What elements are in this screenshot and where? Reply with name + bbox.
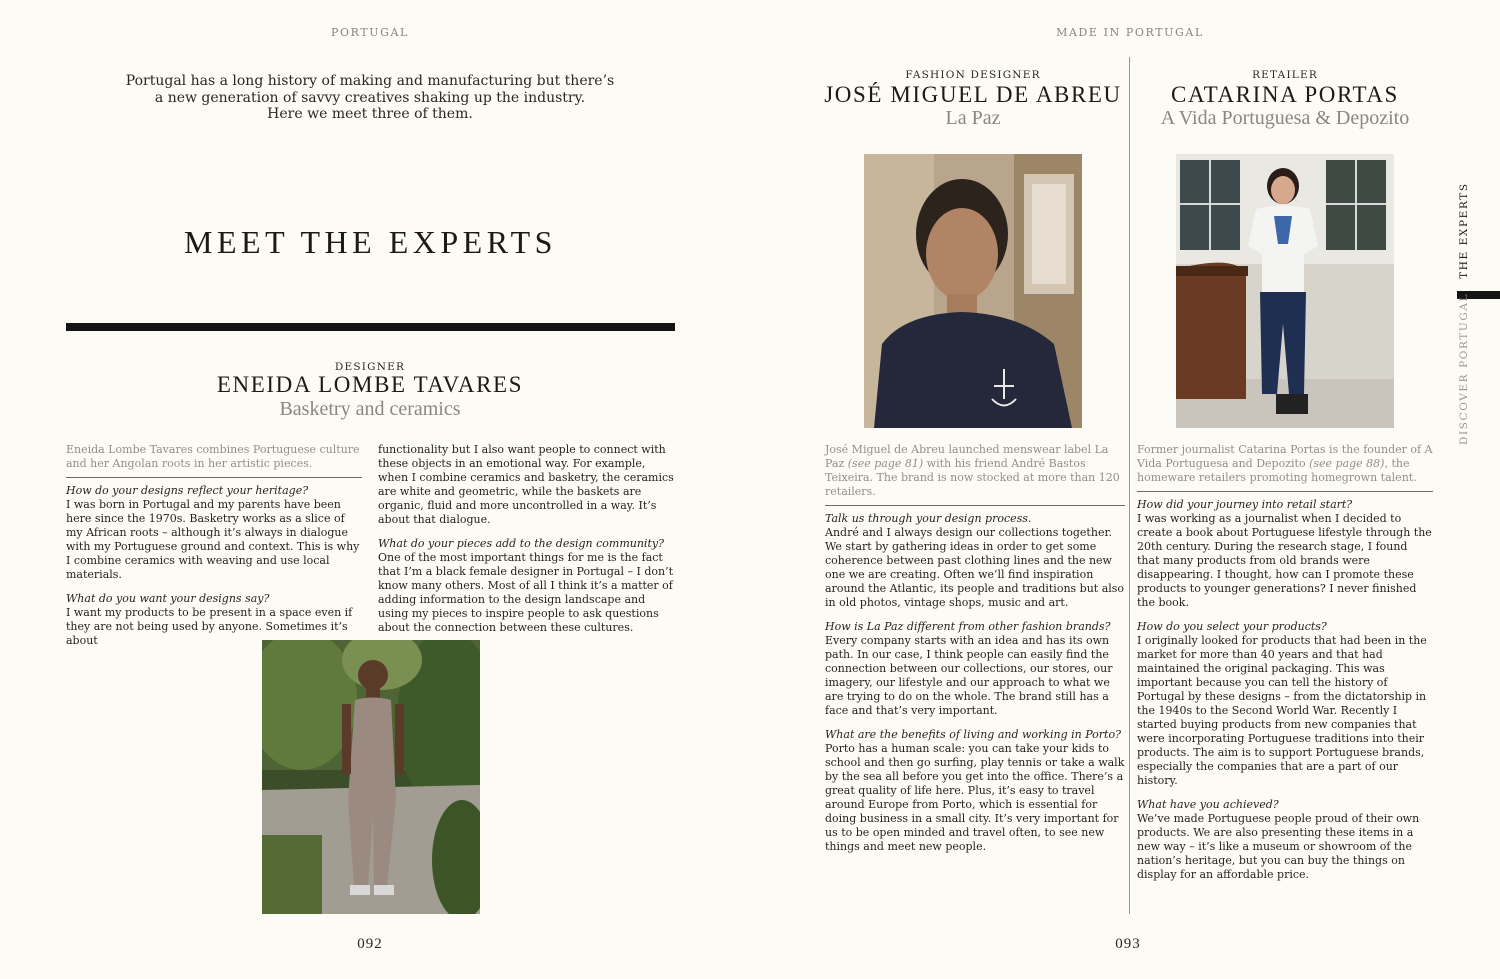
answer: I originally looked for products that had been in the market for more than 40 years and that had maintained the original packaging. This was important because you can tell the history of Portugal by these designs – from the dictatorship in the 1940s to the Second World War. Recently I started buying products from new companies that were incorporating Portuguese traditions into their products. The aim is to support Portuguese brands, especially the companies that are a part of our history. — [1137, 634, 1427, 787]
lede-text: , the homeware retailers promoting homegrown talent. — [1137, 457, 1417, 484]
expert-name: CATARINA PORTAS — [1171, 82, 1399, 107]
expert-brand: A Vida Portuguesa & Depozito — [1160, 107, 1410, 129]
left-column-2 — [378, 443, 676, 645]
lede-text: Former journalist Catarina Portas is the founder of A Vida Portuguesa and Depozito — [1137, 443, 1433, 470]
portrait-photo-catarina — [1176, 154, 1394, 428]
answer: One of the most important things for me is the fact that I’m a black female designer in Portugal – I don’t know many others. Most of all I think it’s a matter of adding information to the design landscape and using my pieces to inspire people to ask questions about the connection between these cultures. — [378, 551, 674, 634]
qa-item — [825, 512, 1125, 610]
qa-item — [825, 728, 1125, 854]
qa-block — [825, 512, 1125, 854]
question: Talk us through your design process. — [825, 512, 1032, 525]
question: How is La Paz different from other fashion brands? — [825, 620, 1111, 633]
side-tab[interactable] — [1458, 182, 1470, 445]
qa-item — [378, 443, 676, 527]
answer: Every company starts with an idea and has its own path. In our case, I think people can easily find the connection between our collections, our stores, our imagery, our lifestyle and our approach to what we are trying to do on the whole. The brand still has a face and that’s very important. — [825, 634, 1113, 717]
answer: I was born in Portugal and my parents have been here since the 1970s. Basketry works as a slice of my African roots – although it’s always in dialogue with my Portuguese ground and context. This is why I combine ceramics with weaving and use local materials. — [66, 498, 360, 581]
qa-item — [378, 537, 676, 635]
question: How do you select your products? — [1137, 620, 1327, 633]
page-ref: (see page 88) — [1309, 457, 1385, 470]
right-folio: 093 — [1115, 936, 1141, 952]
answer: Porto has a human scale: you can take your kids to school and then go surfing, play tennis or take a walk by the sea all before you get into the office. There’s a great quality of life here. Plus, it’s easy to travel around Europe from Porto, which is essential for doing business in a small city. It’s very important for us to be open minded and travel often, to see new things and meet new people. — [825, 742, 1125, 853]
left-column-1 — [66, 443, 362, 658]
side-tab-discover[interactable]: DISCOVER PORTUGAL — [1458, 292, 1470, 445]
page-title: MEET THE EXPERTS — [184, 224, 557, 260]
qa-item — [1137, 798, 1433, 882]
lede-text: with his friend André Bastos Teixeira. The brand is now stocked at more than 120 retailers. — [825, 457, 1120, 498]
jose-column — [825, 443, 1125, 864]
answer: André and I always design our collections together. We start by gathering ideas in order to get some coherence between past clothing lines and the new one we are creating. Often we’ll find inspiration around the Atlantic, its people and traditions but also in old photos, vintage shops, music and art. — [825, 526, 1125, 609]
intro-line: Here we meet three of them. — [267, 106, 473, 122]
expert-role: RETAILER — [1252, 69, 1318, 81]
left-folio: 092 — [357, 936, 383, 952]
question: How did your journey into retail start? — [1137, 498, 1353, 511]
qa-item — [825, 620, 1125, 718]
qa-item — [66, 484, 362, 582]
answer: I want my products to be present in a space even if they are not being used by anyone. Sometimes it’s about — [66, 606, 353, 647]
expert-lede: Eneida Lombe Tavares combines Portuguese culture and her Angolan roots in her artistic pieces. — [66, 443, 360, 470]
title-rule — [66, 323, 675, 331]
qa-item — [1137, 498, 1433, 610]
question: What do you want your designs say? — [66, 592, 270, 605]
portrait-photo-jose — [864, 154, 1082, 428]
side-tab-experts[interactable]: THE EXPERTS — [1458, 182, 1470, 279]
expert-brand: Basketry and ceramics — [279, 398, 461, 420]
expert-lede — [1137, 443, 1433, 485]
answer: I was working as a journalist when I decided to create a book about Portuguese lifestyle through the 20th century. During the research stage, I found that many products from old brands were disappearing. I thought, how can I promote these products to younger generations? I never finished the book. — [1137, 512, 1432, 609]
left-running-head: PORTUGAL — [331, 26, 409, 39]
qa-block — [1137, 498, 1433, 882]
column-divider — [1129, 57, 1130, 914]
expert-name: ENEIDA LOMBE TAVARES — [216, 372, 524, 397]
expert-role: FASHION DESIGNER — [905, 69, 1041, 81]
question: What are the benefits of living and working in Porto? — [825, 728, 1121, 741]
answer: functionality but I also want people to connect with these objects in an emotional way. For example, when I combine ceramics and basketry, the ceramics are white and geometric, while the baskets are organic, fluid and more uncontrolled in a way. It’s about that dialogue. — [378, 443, 674, 526]
expert-lede — [825, 443, 1125, 499]
answer: We’ve made Portuguese people proud of their own products. We are also presenting these items in a new way – it’s like a museum or showroom of the nation’s heritage, but you can buy the things on display for an affordable price. — [1137, 812, 1420, 881]
page-ref: (see page 81) — [847, 457, 924, 470]
intro-text — [120, 73, 620, 123]
qa-block — [66, 484, 362, 648]
intro-line: a new generation of savvy creatives shaking up the industry. — [154, 89, 586, 106]
intro-line: Portugal has a long history of making and manufacturing but there’s — [125, 73, 615, 89]
question: What have you achieved? — [1137, 798, 1279, 811]
lede-divider — [66, 477, 362, 478]
lede-divider — [825, 505, 1125, 506]
portrait-photo-eneida — [262, 640, 480, 914]
qa-item — [1137, 620, 1433, 788]
expert-role: DESIGNER — [334, 361, 406, 373]
right-running-head: MADE IN PORTUGAL — [1056, 26, 1204, 39]
question: How do your designs reflect your heritage? — [66, 484, 309, 497]
lede-text: José Miguel de Abreu launched menswear label La Paz — [825, 443, 1109, 470]
question: What do your pieces add to the design community? — [378, 537, 664, 550]
expert-brand: La Paz — [945, 107, 1001, 129]
catarina-column — [1137, 443, 1433, 892]
expert-name: JOSÉ MIGUEL DE ABREU — [824, 82, 1122, 107]
lede-divider — [1137, 491, 1433, 492]
